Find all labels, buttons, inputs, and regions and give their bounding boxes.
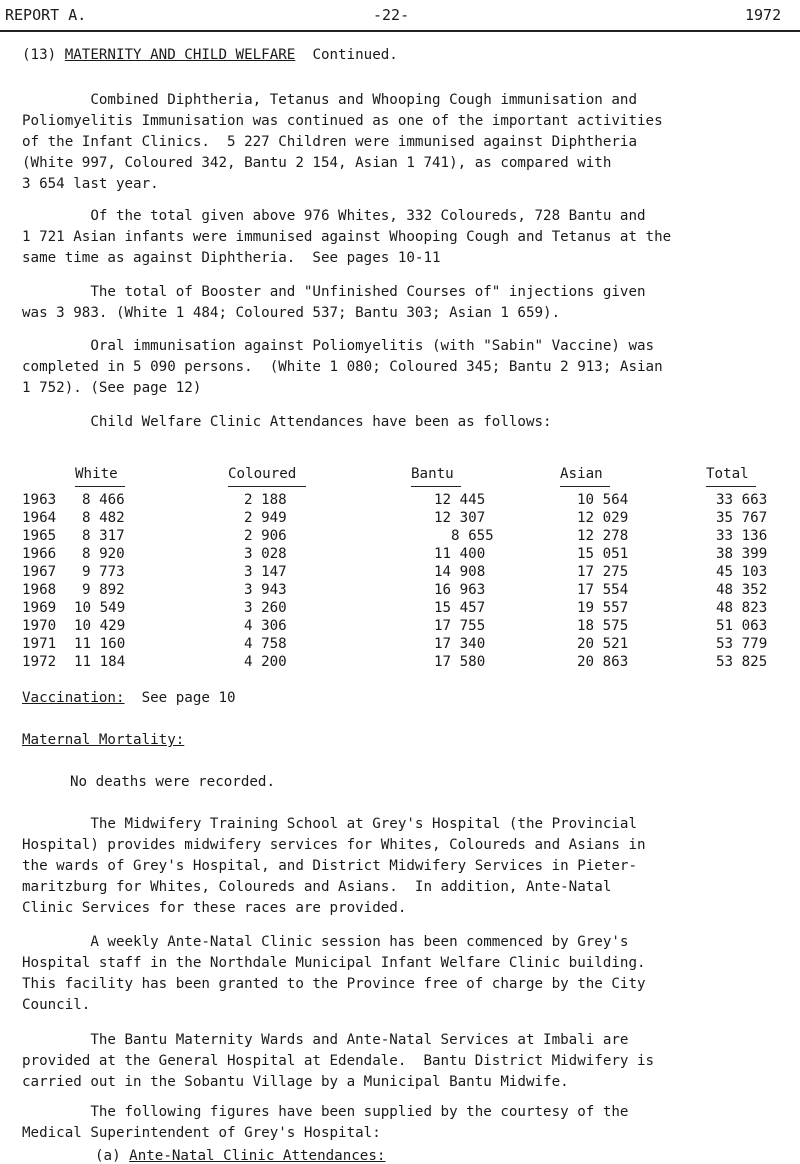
table-row: 1968 9 892 3 943 16 963 17 554 48 352 [22,582,768,598]
table-row: 1971 11 160 4 758 17 340 20 521 53 779 [22,636,768,652]
table-row: 1970 10 429 4 306 17 755 18 575 51 063 [22,618,768,634]
report-label: REPORT A. [5,6,87,24]
table-row: 1969 10 549 3 260 15 457 19 557 48 823 [22,600,768,616]
col-header-underline [228,486,306,487]
table-row: 1965 8 317 2 906 8 655 12 278 33 136 [22,528,768,544]
col-header-underline [75,486,125,487]
maternal-mortality-text: No deaths were recorded. [70,774,275,790]
antenatal-heading: (a) Ante-Natal Clinic Attendances: [95,1148,386,1164]
table-row: 1967 9 773 3 147 14 908 17 275 45 103 [22,564,768,580]
col-header-white: White [75,466,118,482]
col-header-coloured: Coloured [228,466,297,482]
section-heading [22,47,398,63]
paragraph-immunisation: Combined Diphtheria, Tetanus and Whooping Cough immunisation and Poliomyelitis Immunisation was continued as one of the important activities of the Infant Clinics. 5 227 Children were immunised against Diphtheria (White 997, Coloured 342, Bantu 2 154, Asian 1 741), as compared with 3 654 last year. [22,92,663,192]
section-number: (13) [22,47,57,63]
paragraph-polio: Oral immunisation against Poliomyelitis (with "Sabin" Vaccine) was completed in 5 090 persons. (White 1 080; Coloured 345; Bantu 2 913; Asian 1 752). (See page 12) [22,338,663,396]
vaccination-line [22,690,236,706]
col-header-underline [706,486,756,487]
maternal-mortality-heading: Maternal Mortality: [22,732,185,748]
col-header-underline [411,486,461,487]
paragraph-figures-intro: The following figures have been supplied by the courtesy of the Medical Superintendent of Grey's Hospital: [22,1104,629,1141]
vaccination-text: See page 10 [141,690,236,706]
table-row: 1964 8 482 2 949 12 307 12 029 35 767 [22,510,768,526]
table-row: 1963 8 466 2 188 12 445 10 564 33 663 [22,492,768,508]
paragraph-booster: The total of Booster and "Unfinished Courses of" injections given was 3 983. (White 1 484; Coloured 537; Bantu 303; Asian 1 659). [22,284,646,321]
report-year: 1972 [745,6,782,24]
header-rule [0,30,800,32]
paragraph-whooping-cough: Of the total given above 976 Whites, 332 Coloureds, 728 Bantu and 1 721 Asian infants were immunised against Whooping Cough and Tetanus at the same time as against Diphtheria. See pages 10-11 [22,208,672,266]
paragraph-midwifery-school: The Midwifery Training School at Grey's Hospital (the Provincial Hospital) provides midwifery services for Whites, Coloureds and Asians in the wards of Grey's Hospital, and District Midwifery Services in Pieter- maritzburg for Whites, Coloureds and Asians. In addition, Ante-Natal Clinic Services for these races are provided. [22,816,646,916]
vaccination-label: Vaccination: [22,690,125,706]
table-row: 1972 11 184 4 200 17 580 20 863 53 825 [22,654,768,670]
col-header-asian: Asian [560,466,603,482]
paragraph-attendances-intro: Child Welfare Clinic Attendances have been as follows: [22,414,552,430]
table-row: 1966 8 920 3 028 11 400 15 051 38 399 [22,546,768,562]
paragraph-weekly-clinic: A weekly Ante-Natal Clinic session has been commenced by Grey's Hospital staff in the Northdale Municipal Infant Welfare Clinic building. This facility has been granted to the Province free of charge by the City Council. [22,934,646,1013]
col-header-bantu: Bantu [411,466,454,482]
section-suffix: Continued. [312,47,398,63]
page-number: -22- [373,6,410,24]
paragraph-bantu-maternity: The Bantu Maternity Wards and Ante-Natal Services at Imbali are provided at the General Hospital at Edendale. Bantu District Midwifery is carried out in the Sobantu Village by a Municipal Bantu Midwife. [22,1032,655,1090]
col-header-total: Total [706,466,749,482]
section-title: MATERNITY AND CHILD WELFARE [64,47,296,63]
col-header-underline [560,486,610,487]
